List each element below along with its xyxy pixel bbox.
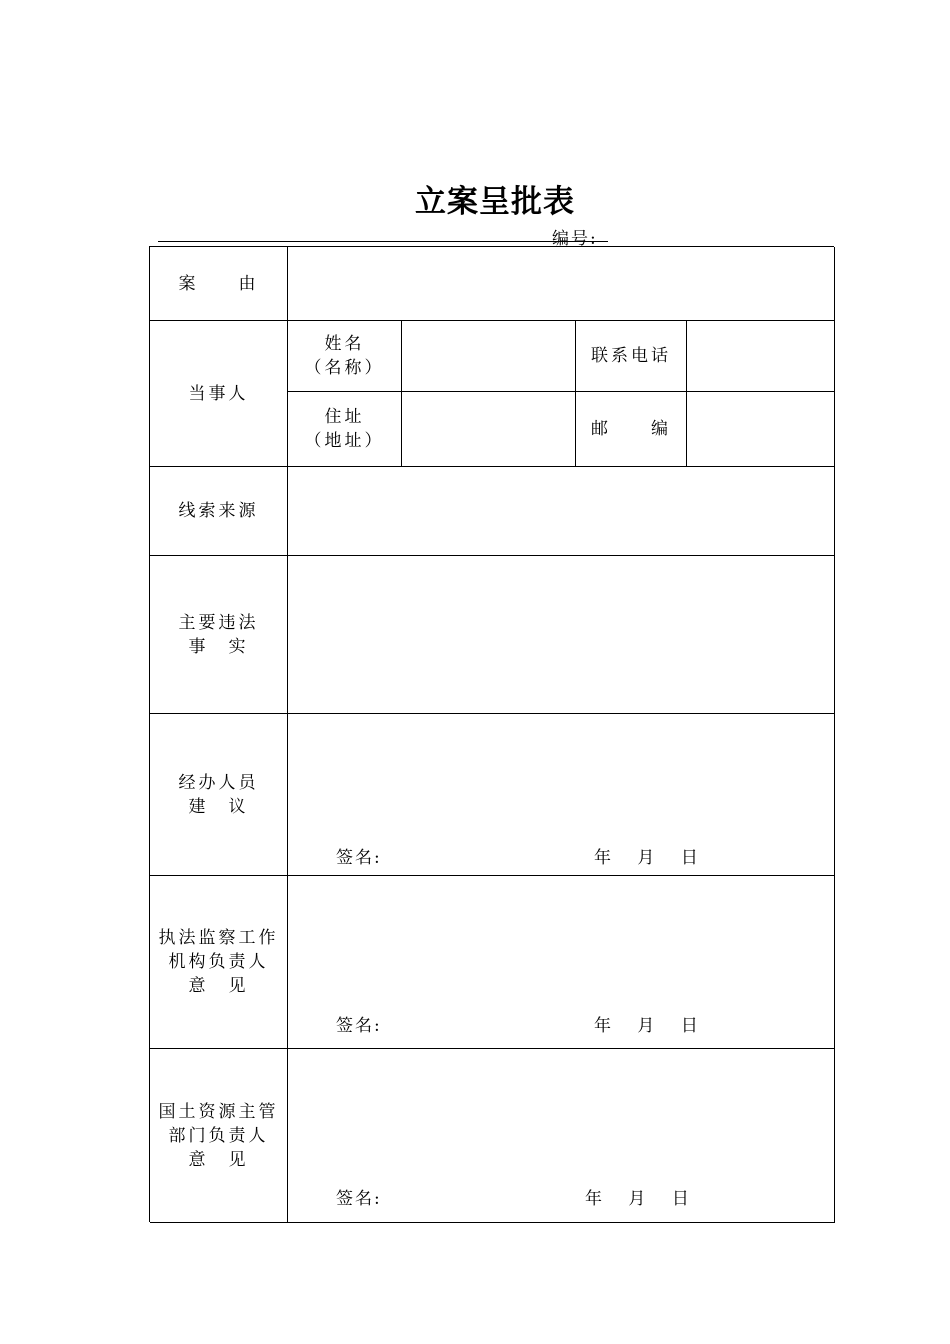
number-label: 编号: bbox=[552, 229, 598, 249]
party-label-cell bbox=[150, 321, 288, 467]
department-opinion-label-3: 意 见 bbox=[188, 1149, 249, 1170]
address-label-cell bbox=[288, 392, 402, 467]
handler-date bbox=[594, 843, 698, 868]
main-facts-label-cell bbox=[150, 556, 288, 714]
postcode-field[interactable] bbox=[687, 392, 835, 467]
department-signature-label: 签名: bbox=[336, 1189, 382, 1209]
department-opinion-label-2: 部门负责人 bbox=[168, 1125, 269, 1146]
handler-signature-label: 签名: bbox=[336, 848, 382, 868]
phone-label-cell bbox=[576, 321, 687, 392]
main-facts-label-2: 事 实 bbox=[188, 636, 249, 657]
department-opinion-label: 国土资源主管 bbox=[158, 1101, 279, 1122]
address-field[interactable] bbox=[402, 392, 576, 467]
supervision-opinion-label-cell bbox=[150, 876, 288, 1049]
party-name-label-cell bbox=[288, 321, 402, 392]
handler-day-label: 日 bbox=[680, 848, 698, 868]
department-date bbox=[585, 1184, 689, 1209]
address-label: 住址 bbox=[324, 407, 365, 427]
handler-year-label: 年 bbox=[594, 848, 611, 868]
party-name-field[interactable] bbox=[402, 321, 576, 392]
handler-suggestion-label-2: 建 议 bbox=[188, 796, 249, 817]
clue-source-field[interactable] bbox=[288, 467, 835, 556]
supervision-opinion-label: 执法监察工作 bbox=[158, 928, 279, 948]
supervision-day-label: 日 bbox=[680, 1016, 698, 1036]
supervision-opinion-label-3: 意 见 bbox=[188, 976, 249, 996]
case-reason-label-cell bbox=[150, 247, 288, 321]
department-day-label: 日 bbox=[671, 1189, 689, 1209]
supervision-date bbox=[594, 1011, 698, 1036]
document-title: 立案呈批表 bbox=[415, 184, 575, 220]
main-facts-label: 主要违法 bbox=[178, 612, 259, 633]
number-underline bbox=[158, 241, 608, 242]
party-name-label-alt: （名称） bbox=[304, 358, 385, 378]
case-reason-field[interactable] bbox=[288, 247, 835, 321]
supervision-month-label: 月 bbox=[637, 1016, 655, 1036]
party-name-label: 姓名 bbox=[324, 334, 365, 354]
phone-field[interactable] bbox=[687, 321, 835, 392]
postcode-label-cell bbox=[576, 392, 687, 467]
handler-suggestion-label: 经办人员 bbox=[178, 772, 259, 793]
supervision-year-label: 年 bbox=[594, 1016, 611, 1036]
main-facts-field[interactable] bbox=[288, 556, 835, 714]
department-month-label: 月 bbox=[628, 1189, 646, 1209]
postcode-label: 邮 编 bbox=[591, 419, 671, 439]
address-label-alt: （地址） bbox=[304, 431, 385, 451]
clue-source-label-cell bbox=[150, 467, 288, 556]
department-opinion-label-cell bbox=[150, 1049, 288, 1223]
party-label: 当事人 bbox=[188, 383, 249, 404]
handler-suggestion-label-cell bbox=[150, 714, 288, 876]
approval-form-table bbox=[149, 246, 834, 1222]
case-reason-label: 案 由 bbox=[178, 273, 259, 294]
clue-source-label: 线索来源 bbox=[178, 501, 259, 521]
supervision-opinion-label-2: 机构负责人 bbox=[168, 952, 269, 972]
handler-month-label: 月 bbox=[637, 848, 655, 868]
supervision-signature-label: 签名: bbox=[336, 1016, 382, 1036]
department-year-label: 年 bbox=[585, 1189, 602, 1209]
phone-label: 联系电话 bbox=[591, 346, 671, 366]
